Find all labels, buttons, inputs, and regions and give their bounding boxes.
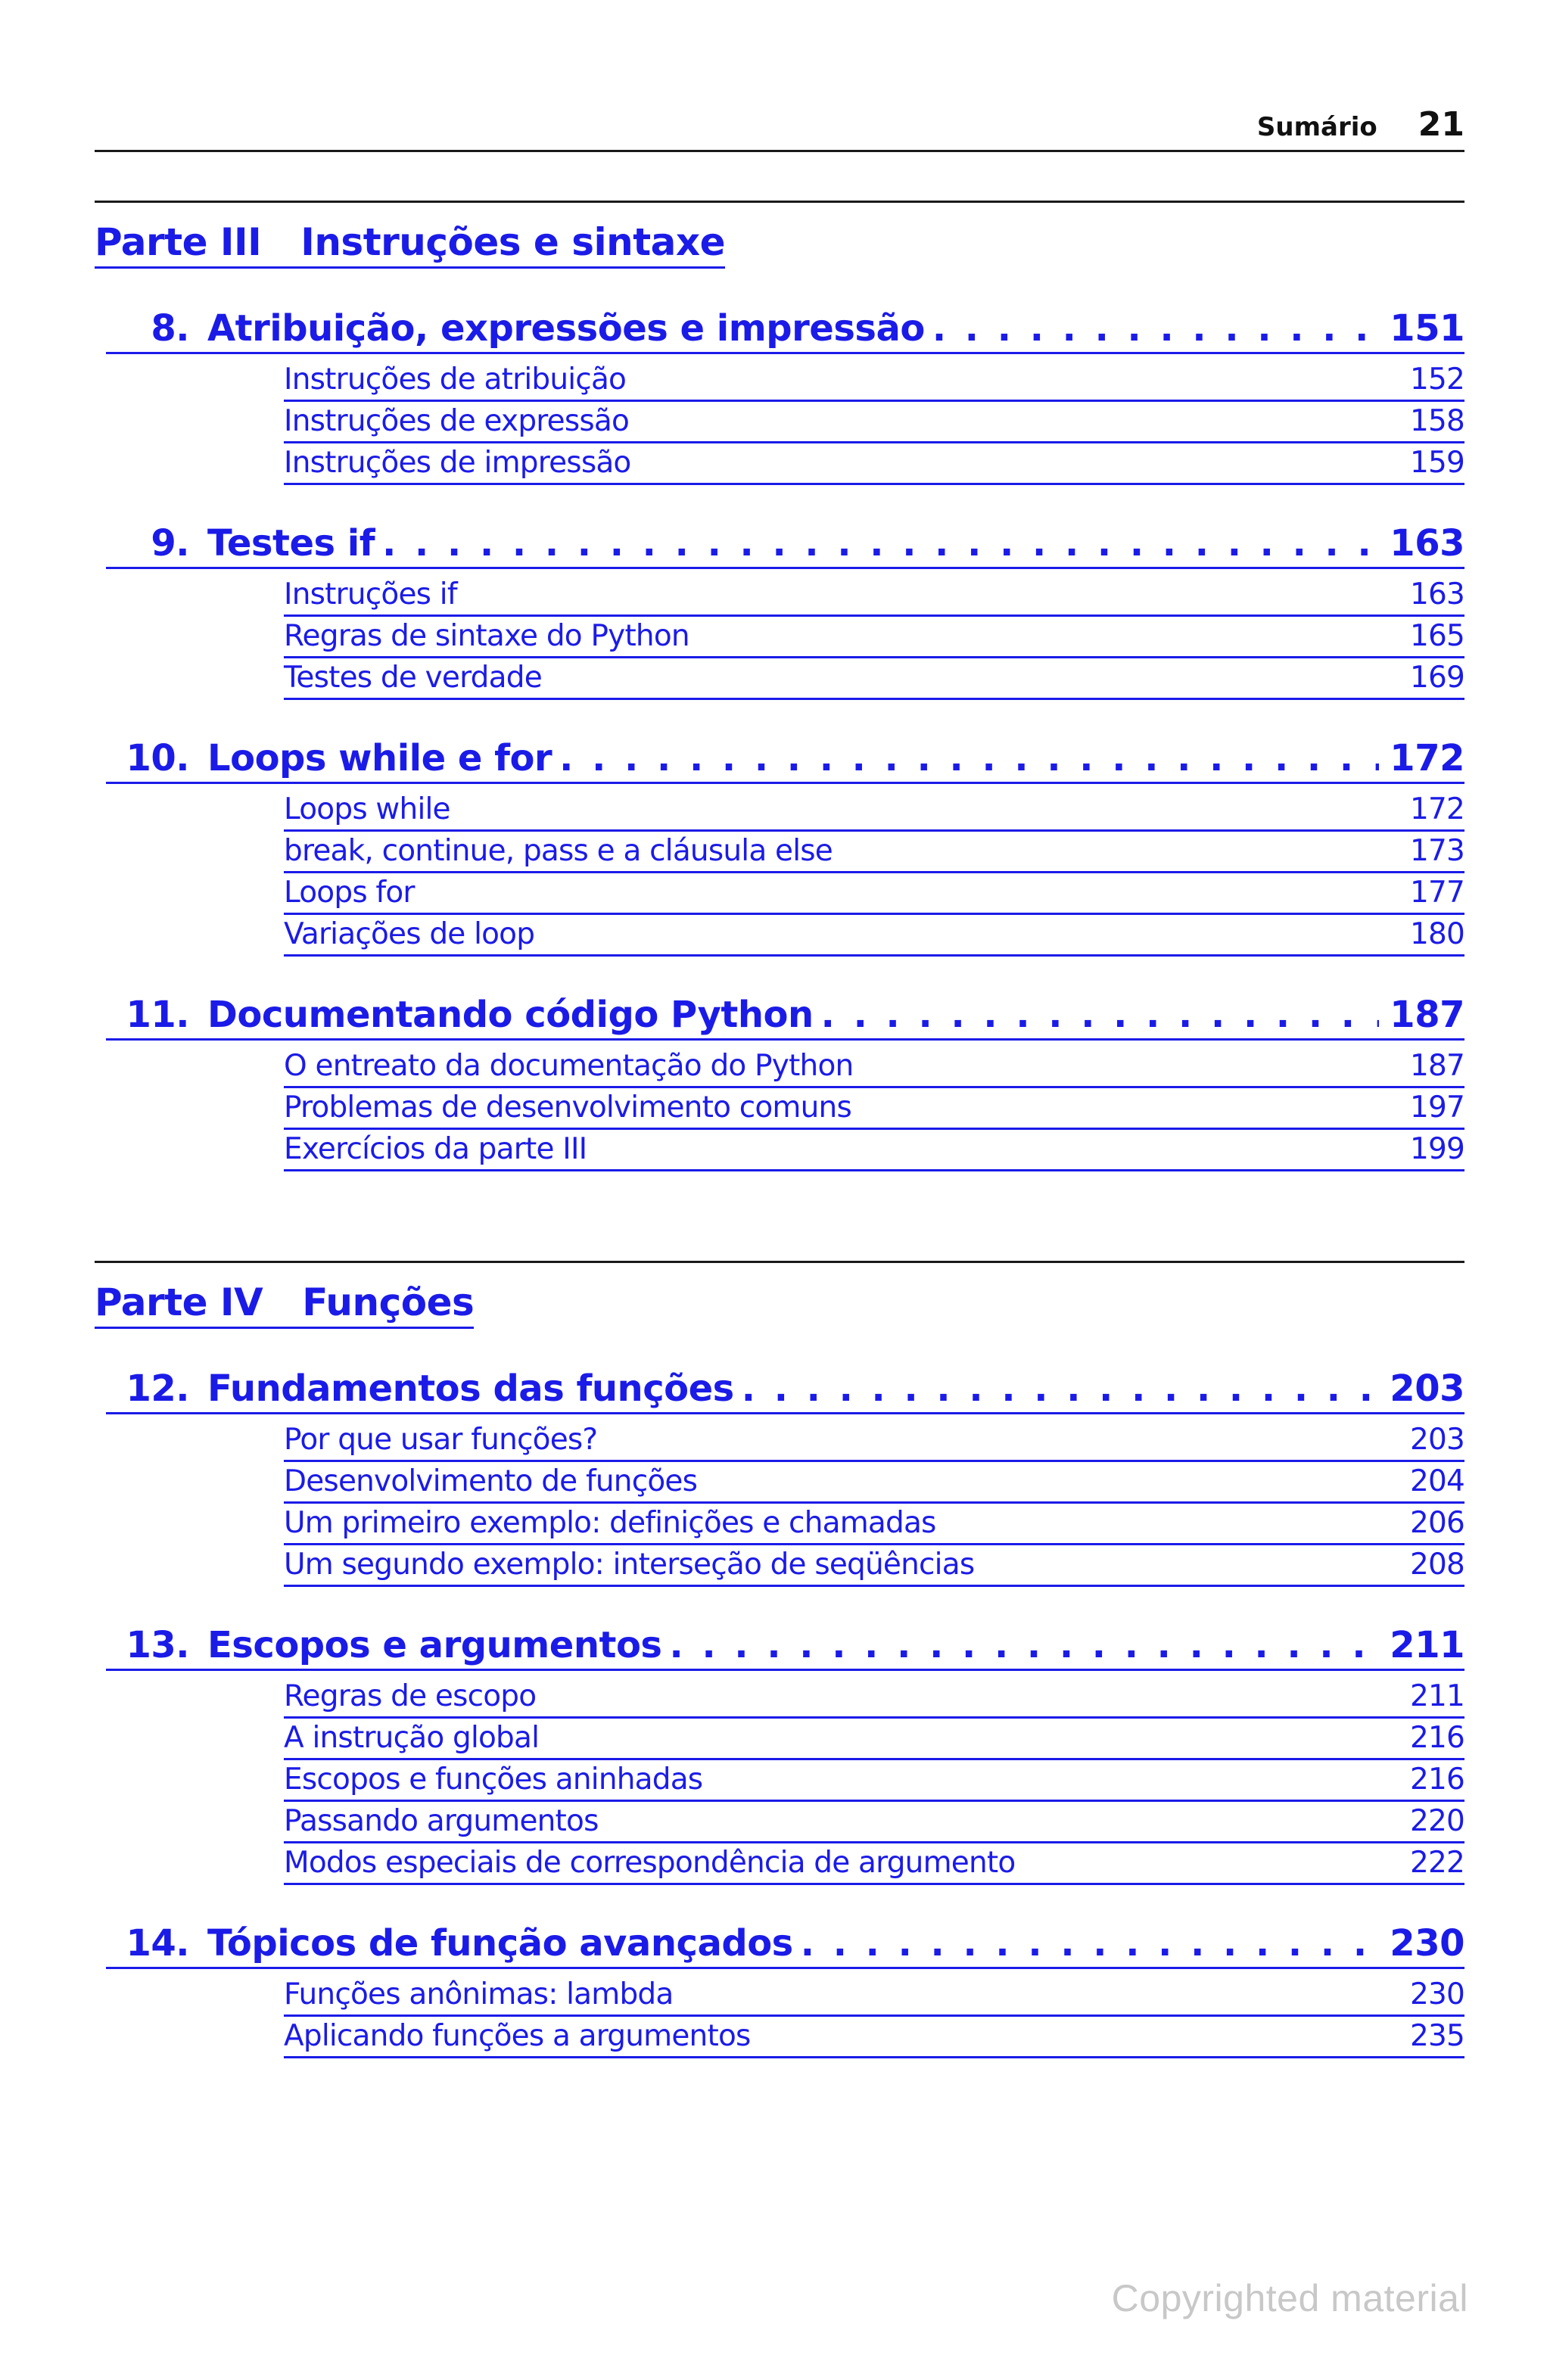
section-page-number: 206 [1409, 1506, 1464, 1540]
part-divider [95, 201, 1464, 203]
section-title: Exercícios da parte III [284, 1132, 587, 1166]
section-page-number: 158 [1409, 404, 1464, 438]
chapter-number: 14. [126, 1922, 189, 1965]
chapter-number: 9. [151, 522, 189, 565]
chapter-entry [95, 520, 1464, 700]
dot-leader [742, 1365, 1380, 1412]
dot-leader [801, 1920, 1380, 1967]
part-title-link[interactable] [95, 219, 725, 269]
chapter-number: 13. [126, 1624, 189, 1666]
part-title: Instruções e sintaxe [300, 220, 726, 264]
chapter-entry [95, 735, 1464, 957]
section-title: Passando argumentos [284, 1804, 599, 1838]
chapter-link[interactable] [106, 305, 1464, 354]
copyright-watermark: Copyrighted material [1111, 2277, 1468, 2319]
section-page-number: 199 [1409, 1132, 1464, 1166]
section-title: O entreato da documentação do Python [284, 1049, 854, 1083]
section-page-number: 180 [1409, 917, 1464, 951]
chapter-entry [95, 1365, 1464, 1587]
section-title: Instruções de atribuição [284, 362, 627, 397]
header-page-number: 21 [1418, 105, 1464, 144]
section-title: Testes de verdade [284, 661, 542, 695]
section-title: Loops for [284, 876, 415, 910]
chapter-link[interactable] [106, 991, 1464, 1041]
chapter-title: Fundamentos das funções [207, 1367, 734, 1410]
chapter-number: 10. [126, 737, 189, 779]
section-link[interactable] [284, 1677, 1464, 1719]
section-link[interactable] [284, 873, 1464, 915]
section-link[interactable] [284, 1802, 1464, 1843]
section-page-number: 177 [1409, 876, 1464, 910]
section-page-number: 159 [1409, 446, 1464, 480]
section-link[interactable] [284, 443, 1464, 485]
chapter-link[interactable] [106, 1365, 1464, 1414]
chapter-link[interactable] [106, 735, 1464, 784]
section-title: Instruções de expressão [284, 404, 630, 438]
part-title-link[interactable] [95, 1280, 474, 1329]
chapter-page-number: 187 [1390, 994, 1464, 1036]
section-page-number: 220 [1409, 1804, 1464, 1838]
chapter-title: Loops while e for [207, 737, 552, 779]
chapter-title: Atribuição, expressões e impressão [207, 307, 925, 350]
section-list [284, 1975, 1464, 2058]
chapter-title: Documentando código Python [207, 994, 814, 1036]
toc-part [95, 1261, 1464, 2058]
section-page-number: 165 [1409, 619, 1464, 653]
running-header [95, 104, 1464, 152]
section-link[interactable] [284, 1420, 1464, 1462]
section-page-number: 216 [1409, 1721, 1464, 1755]
chapter-page-number: 230 [1390, 1922, 1464, 1965]
section-page-number: 211 [1409, 1679, 1464, 1713]
section-link[interactable] [284, 1545, 1464, 1587]
part-label: Parte III [95, 220, 262, 264]
section-link[interactable] [284, 1130, 1464, 1171]
section-link[interactable] [284, 658, 1464, 700]
section-title: Um primeiro exemplo: definições e chamadas [284, 1506, 936, 1540]
running-header-content [1257, 105, 1464, 144]
chapter-link[interactable] [106, 1920, 1464, 1969]
section-link[interactable] [284, 1843, 1464, 1885]
section-page-number: 197 [1409, 1090, 1464, 1125]
section-page-number: 187 [1409, 1049, 1464, 1083]
section-page-number: 235 [1409, 2019, 1464, 2053]
section-title: Um segundo exemplo: interseção de seqüências [284, 1548, 975, 1582]
chapter-link[interactable] [106, 1622, 1464, 1671]
section-title: Loops while [284, 792, 450, 826]
section-link[interactable] [284, 2017, 1464, 2058]
section-title: Modos especiais de correspondência de argumento [284, 1846, 1016, 1880]
section-link[interactable] [284, 1719, 1464, 1760]
section-page-number: 208 [1409, 1548, 1464, 1582]
section-title: Regras de escopo [284, 1679, 537, 1713]
toc-part [95, 201, 1464, 1171]
section-link[interactable] [284, 1760, 1464, 1802]
section-title: Instruções if [284, 577, 457, 611]
chapter-page-number: 172 [1390, 737, 1464, 779]
section-list [284, 790, 1464, 957]
section-page-number: 172 [1409, 792, 1464, 826]
section-list [284, 360, 1464, 485]
section-title: Aplicando funções a argumentos [284, 2019, 751, 2053]
section-link[interactable] [284, 1975, 1464, 2017]
section-page-number: 152 [1409, 362, 1464, 397]
chapter-entry [95, 1920, 1464, 2058]
chapter-entry [95, 1622, 1464, 1885]
section-title: Instruções de impressão [284, 446, 631, 480]
chapter-entry [95, 991, 1464, 1171]
section-link[interactable] [284, 1088, 1464, 1130]
section-title: Funções anônimas: lambda [284, 1977, 674, 2011]
chapter-title: Escopos e argumentos [207, 1624, 662, 1666]
section-title: Por que usar funções? [284, 1423, 598, 1457]
section-title: Desenvolvimento de funções [284, 1464, 698, 1498]
section-page-number: 173 [1409, 834, 1464, 868]
section-list [284, 1047, 1464, 1171]
header-section-title: Sumário [1256, 112, 1377, 142]
section-page-number: 216 [1409, 1762, 1464, 1797]
chapter-page-number: 151 [1390, 307, 1464, 350]
chapter-number: 11. [126, 994, 189, 1036]
chapter-number: 8. [151, 307, 189, 350]
chapter-list [95, 1365, 1464, 2058]
section-link[interactable] [284, 1462, 1464, 1504]
section-link[interactable] [284, 832, 1464, 873]
section-title: Escopos e funções aninhadas [284, 1762, 703, 1797]
section-title: Variações de loop [284, 917, 535, 951]
chapter-link[interactable] [106, 520, 1464, 569]
section-page-number: 163 [1409, 577, 1464, 611]
chapter-page-number: 203 [1390, 1367, 1464, 1410]
chapter-page-number: 163 [1390, 522, 1464, 565]
section-link[interactable] [284, 575, 1464, 617]
section-title: Problemas de desenvolvimento comuns [284, 1090, 851, 1125]
chapter-title: Tópicos de função avançados [207, 1922, 793, 1965]
chapter-entry [95, 305, 1464, 485]
dot-leader [382, 520, 1379, 567]
part-label: Parte IV [95, 1280, 263, 1324]
section-title: Regras de sintaxe do Python [284, 619, 689, 653]
section-link[interactable] [284, 915, 1464, 957]
section-link[interactable] [284, 1047, 1464, 1088]
section-link[interactable] [284, 617, 1464, 658]
section-link[interactable] [284, 1504, 1464, 1545]
section-title: break, continue, pass e a cláusula else [284, 834, 833, 868]
table-of-contents [95, 201, 1464, 2058]
chapter-title: Testes if [207, 522, 375, 565]
section-list [284, 1677, 1464, 1885]
dot-leader [932, 305, 1379, 352]
section-list [284, 575, 1464, 700]
section-list [284, 1420, 1464, 1587]
section-link[interactable] [284, 402, 1464, 443]
part-title: Funções [302, 1280, 475, 1324]
section-page-number: 230 [1409, 1977, 1464, 2011]
section-title: A instrução global [284, 1721, 540, 1755]
section-page-number: 222 [1409, 1846, 1464, 1880]
dot-leader [559, 735, 1379, 782]
chapter-number: 12. [126, 1367, 189, 1410]
chapter-list [95, 305, 1464, 1171]
section-page-number: 169 [1409, 661, 1464, 695]
section-link[interactable] [284, 790, 1464, 832]
chapter-page-number: 211 [1390, 1624, 1464, 1666]
part-divider [95, 1261, 1464, 1263]
dot-leader [670, 1622, 1380, 1669]
section-link[interactable] [284, 360, 1464, 402]
section-page-number: 204 [1409, 1464, 1464, 1498]
section-page-number: 203 [1409, 1423, 1464, 1457]
dot-leader [821, 991, 1380, 1038]
